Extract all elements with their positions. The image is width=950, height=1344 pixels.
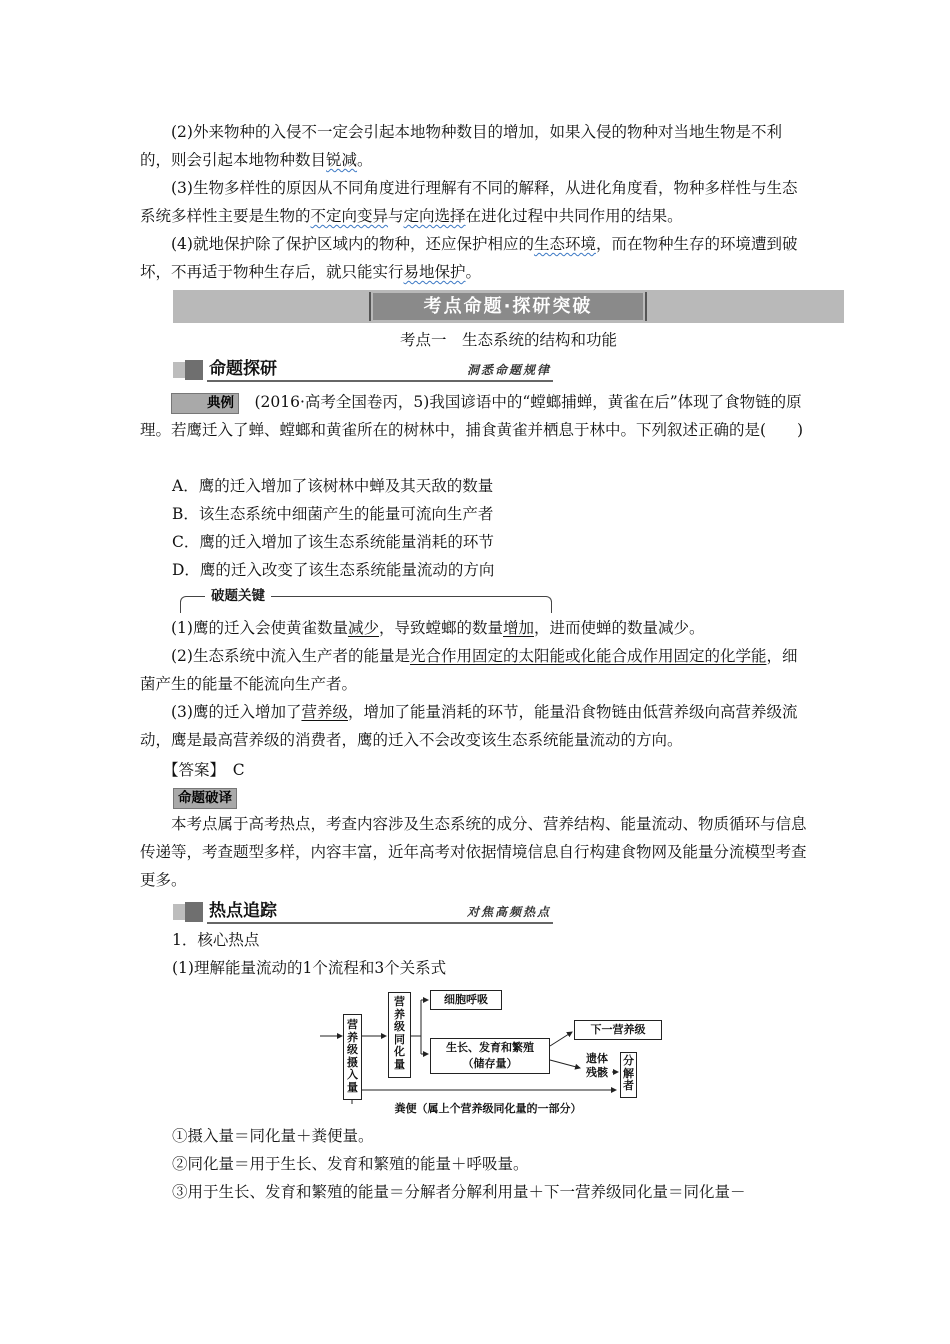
text: (2016·高考全国卷丙，5)我国谚语中的“螳螂捕蝉，黄雀在后”体现了食物链的原理。若鹰迁入了蝉、螳螂和黄雀所在的树林中，捕食黄雀并栖息于林中。下列叙述正确的是( ) — [140, 393, 804, 439]
header-marker — [185, 902, 203, 922]
underlined: 增加 — [503, 619, 535, 637]
feces-label: 粪便（属上个营养级同化量的一部分） — [394, 1102, 582, 1115]
text: ，导致螳螂的数量 — [378, 619, 503, 637]
text: (3)鹰的迁入增加了 — [171, 703, 302, 721]
option-c: C．鹰的迁入增加了该生态系统能量消耗的环节 — [172, 533, 494, 551]
respiration-box: 细胞呼吸 — [430, 990, 502, 1010]
formula-3: ③用于生长、发育和繁殖的能量＝分解者分解利用量＋下一营养级同化量＝同化量－ — [172, 1183, 746, 1201]
text: ，进而使蝉的数量减少。 — [534, 619, 705, 637]
key-box — [180, 588, 552, 613]
text: (2)生态系统中流入生产者的能量是 — [171, 647, 410, 665]
section-tagline: 对焦高频热点 — [466, 905, 551, 919]
header-rule — [207, 380, 553, 382]
paragraph-protection — [140, 230, 812, 286]
banner-bar — [645, 292, 647, 321]
analysis-tag: 命题破译 — [173, 788, 237, 809]
text: (3)生物多样性的原因从不同角度进行理解有不同的解释，从进化角度看，物种多样性与生态系统多样性主要是生物的 — [140, 179, 798, 225]
hot-subheading: (1)理解能量流动的1个流程和3个关系式 — [172, 959, 447, 977]
key-label: 破题关键 — [205, 586, 271, 606]
section-title: 热点追踪 — [209, 901, 277, 921]
section-header-research — [173, 358, 553, 382]
storage-label: （储存量） — [462, 1057, 518, 1070]
topic-subtitle: 考点一 生态系统的结构和功能 — [399, 331, 617, 349]
analysis-tag-wrap — [173, 787, 237, 809]
example-tag: 典例 — [171, 393, 239, 414]
growth-label: 生长、发育和繁殖 — [446, 1041, 534, 1054]
text: 。 — [465, 263, 482, 281]
header-rule — [207, 922, 553, 924]
option-d: D．鹰的迁入改变了该生态系统能量流动的方向 — [172, 561, 495, 579]
section-banner — [173, 290, 844, 323]
example-stem — [140, 388, 812, 444]
banner-title: 考点命题·探研突破 — [373, 293, 643, 320]
paragraph-invasion — [140, 118, 812, 174]
formula-2: ②同化量＝用于生长、发育和繁殖的能量＋呼吸量。 — [172, 1155, 529, 1173]
section-tagline: 洞悉命题规律 — [466, 363, 551, 377]
answer: 【答案】 C — [163, 761, 245, 779]
option-a: A．鹰的迁入增加了该树林中蝉及其天敌的数量 — [172, 477, 494, 495]
emphasis: 定向选择 — [403, 207, 466, 225]
section-title: 命题探研 — [209, 359, 277, 379]
key-point-2 — [140, 642, 812, 698]
text: ，增加了能量消耗的环节，能量沿食物链由低营养级向高营养级流动，鹰是最高营养级的消费者，鹰的迁入不会改变该生态系统能量流动的方向。 — [140, 703, 798, 749]
remains-label: 遗体残骸 — [586, 1052, 608, 1079]
key-point-3 — [140, 698, 812, 754]
text: ，细菌产生的能量不能流向生产者。 — [140, 647, 798, 693]
hot-heading: 1．核心热点 — [172, 931, 260, 949]
underlined: 光合作用固定的太阳能或化能合成作用固定的化学能 — [409, 647, 767, 665]
text: (4)就地保护除了保护区域内的物种，还应保护相应的 — [171, 235, 534, 253]
option-b: B．该生态系统中细菌产生的能量可流向生产者 — [172, 505, 494, 523]
text: 在进化过程中共同作用的结果。 — [465, 207, 683, 225]
energy-flow-diagram — [318, 986, 670, 1116]
header-marker — [185, 360, 203, 380]
banner-bar — [369, 292, 371, 321]
key-point-1 — [140, 614, 812, 642]
emphasis: 生态环境 — [533, 235, 596, 253]
assimilation-box: 营养级同化量 — [388, 992, 411, 1078]
section-header-hot — [173, 900, 553, 924]
text: (1)鹰的迁入会使黄雀数量 — [171, 619, 348, 637]
text: 与 — [388, 207, 404, 225]
underlined: 营养级 — [301, 703, 348, 721]
emphasis: 不定向变异 — [310, 207, 389, 225]
decomposer-box: 分解者 — [620, 1052, 637, 1098]
underlined: 减少 — [347, 619, 379, 637]
emphasis: 锐减 — [326, 151, 358, 169]
emphasis: 易地保护 — [403, 263, 466, 281]
text: 。 — [357, 151, 373, 169]
text: (2)外来物种的入侵不一定会引起本地物种数目的增加，如果入侵的物种对当地生物是不利的，则会引起本地物种数目 — [140, 123, 782, 169]
paragraph-diversity — [140, 174, 812, 230]
formula-1: ①摄入量＝同化量＋粪便量。 — [172, 1127, 374, 1145]
next-level-box: 下一营养级 — [574, 1020, 662, 1040]
text: ，而在物种生存的环境遭到破坏，不再适于物种生存后，就只能实行 — [140, 235, 798, 281]
analysis-text: 本考点属于高考热点，考查内容涉及生态系统的成分、营养结构、能量流动、物质循环与信息传递等，考查题型多样，内容丰富，近年高考对依据情境信息自行构建食物网及能量分流模型考查更多。 — [140, 815, 807, 889]
growth-box — [430, 1038, 550, 1074]
intake-box: 营养级摄入量 — [343, 1014, 362, 1100]
